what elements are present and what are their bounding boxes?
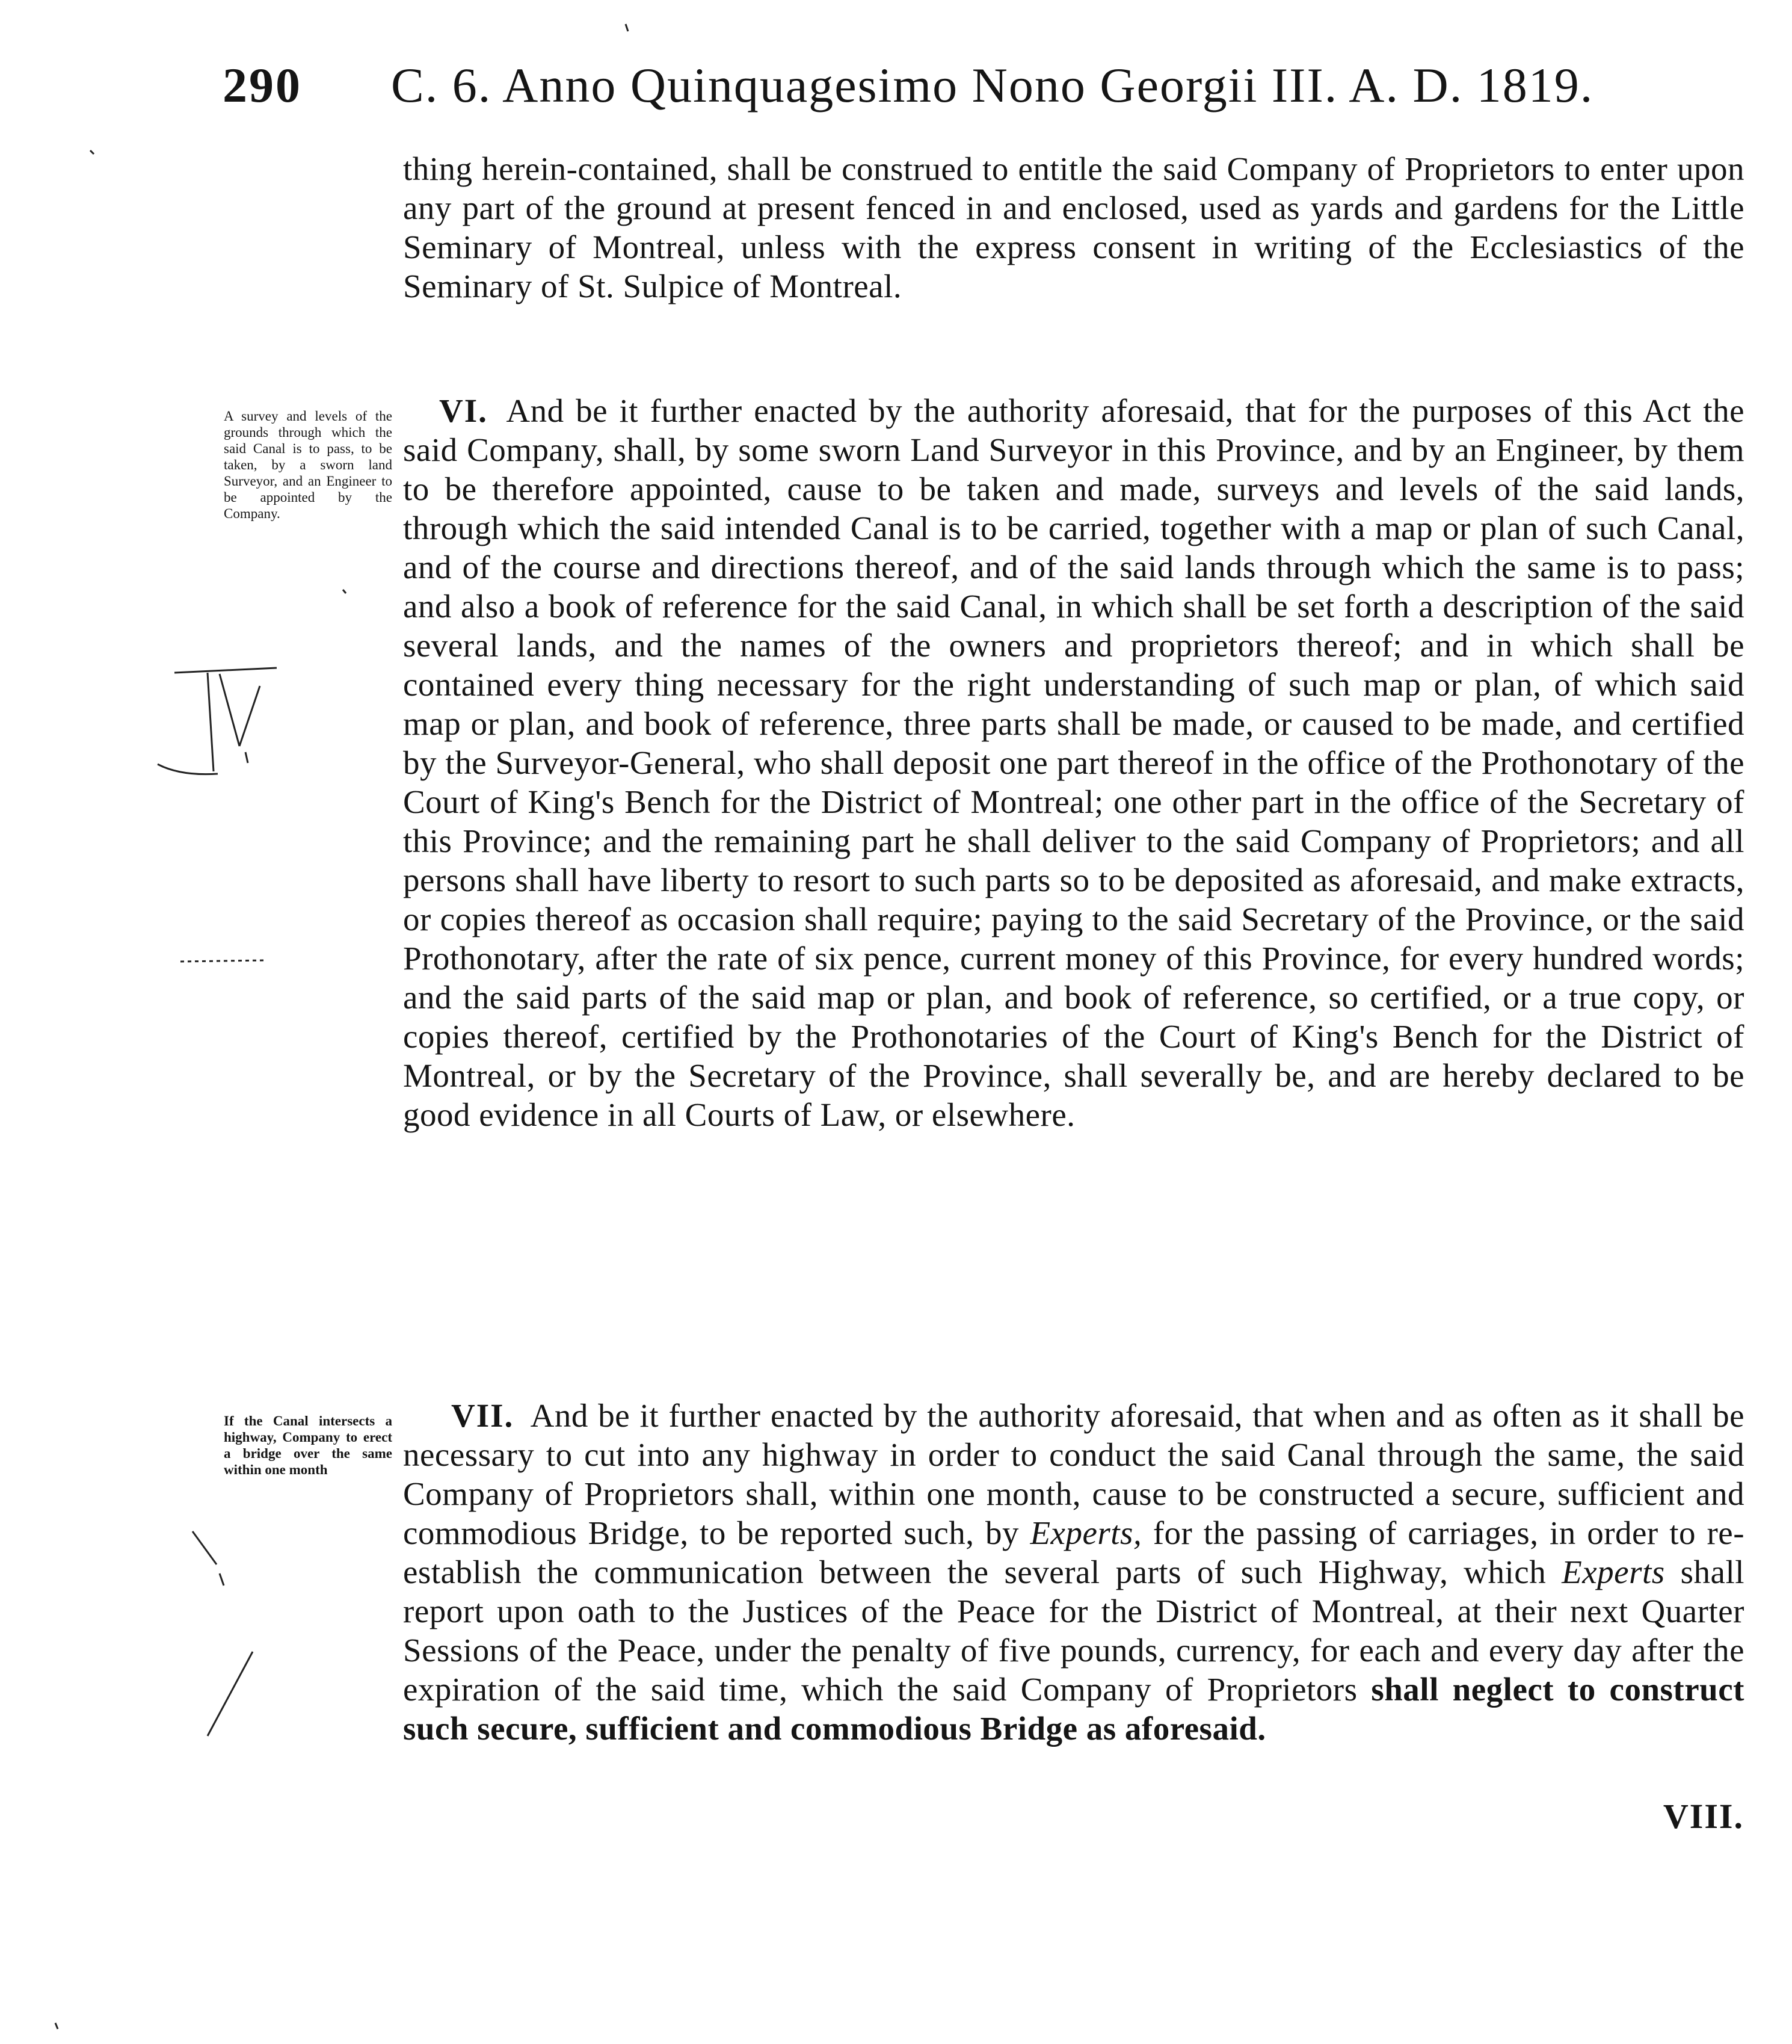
catchword: VIII. [1663, 1797, 1744, 1836]
scan-speck [90, 150, 94, 154]
section-vii-text-part-3: shall report upon oath to the Justices of the Peace for the District of Montreal, at their next Quarter Sessions of the Peace, under the penalty of five pounds, currency, for each and every day after the expiration of the said time, which the said Company of Proprietors [403, 1554, 1745, 1708]
margin-mark-stroke [220, 674, 239, 746]
scan-speck [626, 24, 628, 31]
page-number: 290 [223, 58, 302, 113]
margin-mark-stroke [208, 673, 214, 771]
side-note-section-vii [224, 1413, 392, 1478]
running-title: C. 6. Anno Quinquagesimo Nono Georgii III. A. D. 1819. [391, 58, 1594, 113]
section-vii-number: VII. [451, 1397, 514, 1434]
margin-dash [180, 960, 265, 962]
section-vii-text-part-2: for the passing of carriages, in order to re-establish the communication between the several parts of such Highway, which [403, 1514, 1745, 1590]
side-note-section-vi: A survey and levels of the grounds through which the said Canal is to pass, to be taken, by a sworn land Surveyor, and an Engineer to be appointed by the Company. [224, 409, 392, 521]
margin-slash [192, 1531, 217, 1564]
running-header [223, 57, 1763, 123]
margin-mark-stroke [174, 668, 277, 673]
section-vii-text-part-1: And be it further enacted by the authority aforesaid, that when and as often as it shall be necessary to cut into any highway in order to conduct the said Canal through the same, the said Company of Proprietors shall, within one month, cause to be constructed a secure, sufficient and commodious Bridge, to be reported such, by [403, 1397, 1745, 1551]
section-vii-experts-1: Experts, [1030, 1514, 1142, 1551]
margin-mark-stroke [245, 752, 248, 763]
margin-slash [220, 1573, 224, 1585]
continuation-text: thing herein-contained, shall be construed to entitle the said Company of Proprietors to enter upon any part of the ground at present fenced in and enclosed, used as yards and gardens for the Little Seminary of Montreal, unless with the express consent in writing of the Ecclesiastics of the Seminary of St. Sulpice of Montreal. [403, 150, 1744, 304]
section-vii-paragraph [403, 1396, 1744, 1748]
section-vii-text-final: shall neglect to construct such secure, sufficient and commodious Bridge as aforesaid. [403, 1671, 1744, 1747]
section-vi-number: VI. [439, 392, 488, 429]
section-vi-text: And be it further enacted by the authority aforesaid, that for the purposes of this Act the said Company, shall, by some sworn Land Surveyor in this Province, and by an Engineer, by them to be therefore appointed, cause to be taken and made, surveys and levels of the said lands, through which the said intended Canal is to be carried, together with a map or plan of such Canal, and of the course and directions thereof, and of the said lands through which the same is to pass; and also a book of reference for the said Canal, in which shall be set forth a description of the said several lands, and the names of the owners and proprietors thereof; and in which shall be contained every thing necessary for the right understanding of such map or plan, of which said map or plan, and book of reference, three parts shall be made, or caused to be made, and certified by the Surveyor-General, who shall deposit one part thereof in the office of the Prothonotary of the Court of King's Bench for the District of Montreal; one other part in the office of the Secretary of this Province; and the remaining part he shall deliver to the said Company of Proprietors; and all persons shall have liberty to resort to such parts so to be deposited as aforesaid, and make extracts, or copies thereof as occasion shall require; paying to the said Secretary of the Province, or the said Prothonotary, after the rate of six pence, current money of this Province, for every hundred words; and the said parts of the said map or plan, and book of reference, so certified, or a true copy, or copies thereof, certified by the Prothonotaries of the Court of King's Bench for the District of Montreal, or by the Secretary of the Province, shall severally be, and are hereby declared to be good evidence in all Courts of Law, or elsewhere. [403, 392, 1744, 1133]
section-vi-paragraph [403, 391, 1744, 1134]
margin-slash [208, 1652, 253, 1736]
margin-mark-stroke [239, 686, 260, 746]
scan-speck [55, 2023, 58, 2029]
side-note-section-vii-text: If the Canal intersects a highway, Company to erect a bridge over the same within one month [224, 1413, 392, 1477]
margin-mark-stroke [158, 764, 218, 774]
section-vii-experts-2: Experts [1562, 1554, 1665, 1590]
continuation-paragraph [403, 149, 1744, 306]
scan-speck [343, 590, 346, 593]
